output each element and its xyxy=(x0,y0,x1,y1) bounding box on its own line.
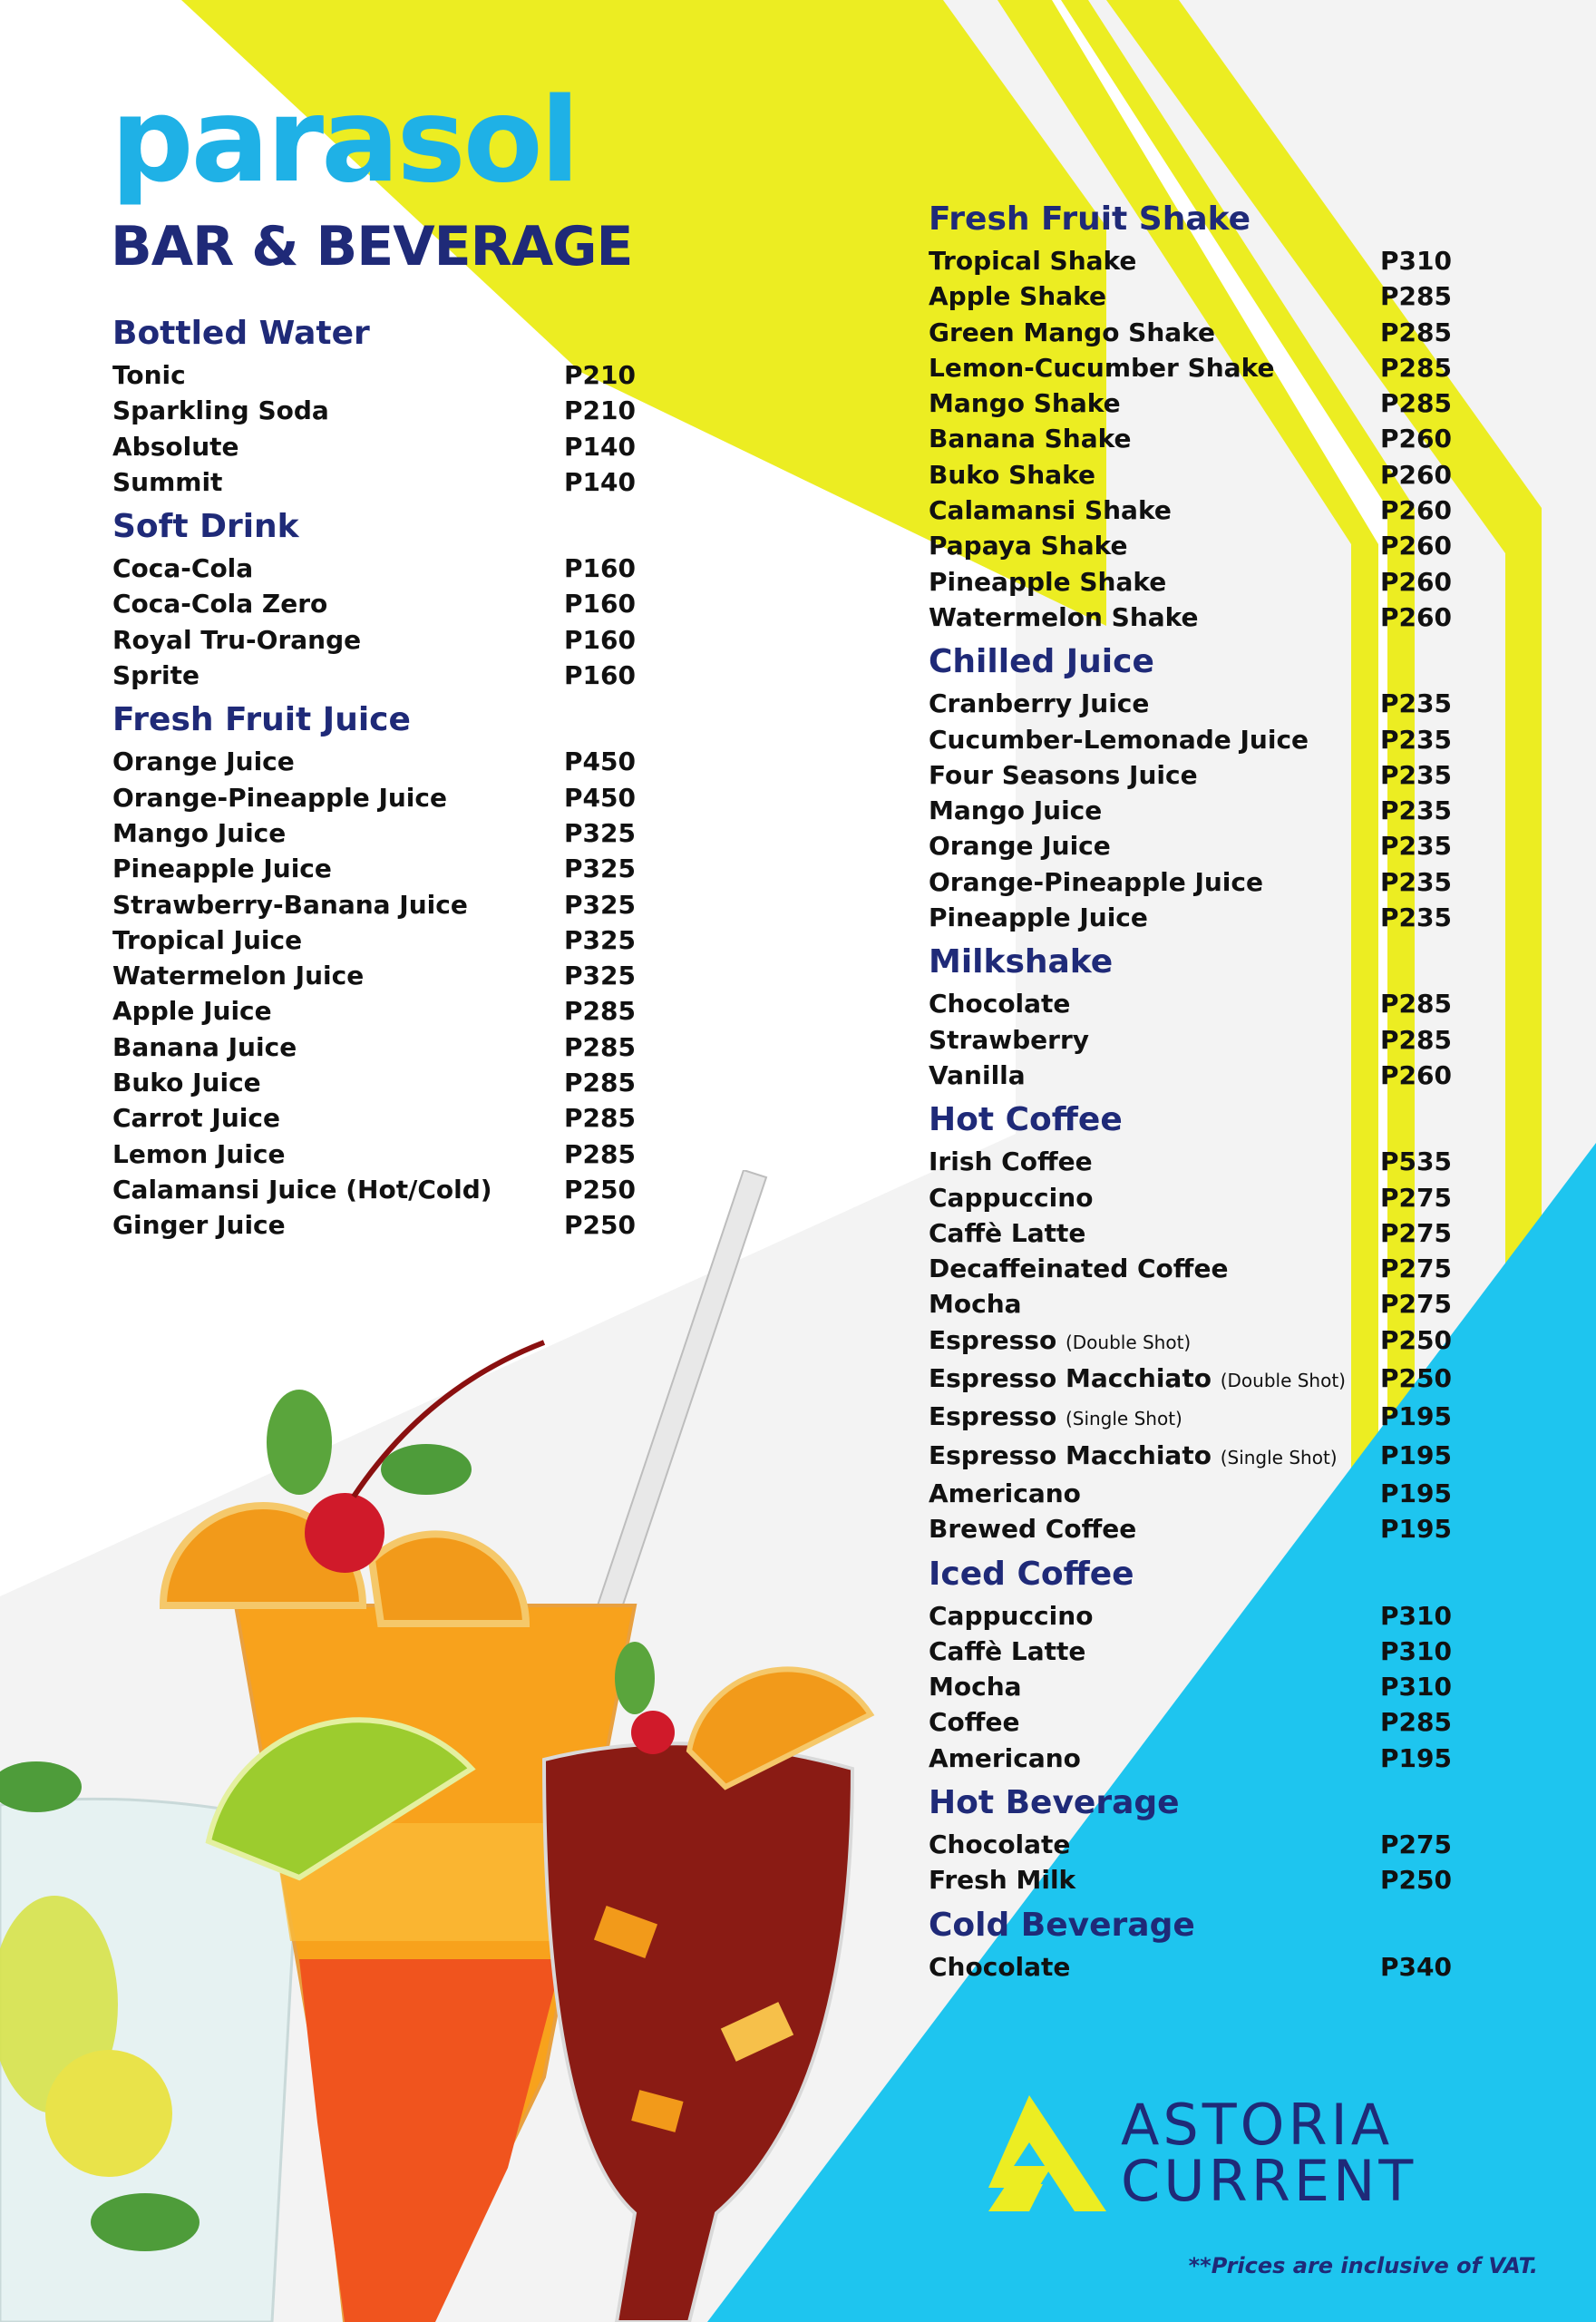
item-price: P260 xyxy=(1380,459,1452,490)
menu-section xyxy=(929,1098,1455,1546)
item-name: Pineapple Juice xyxy=(929,902,1148,933)
item-name-wrap xyxy=(112,1137,285,1172)
brand-block xyxy=(111,73,633,278)
item-price: P195 xyxy=(1380,1401,1452,1432)
menu-item xyxy=(112,1100,638,1136)
item-name-wrap xyxy=(112,780,447,815)
menu-item xyxy=(929,1741,1455,1776)
logo-line-2: CURRENT xyxy=(1121,2148,1417,2214)
item-name: Decaffeinated Coffee xyxy=(929,1254,1229,1284)
item-name-wrap xyxy=(929,385,1121,421)
menu-item xyxy=(929,793,1455,828)
menu-item xyxy=(112,1065,638,1100)
item-name: Calamansi Shake xyxy=(929,495,1172,526)
menu-item xyxy=(929,1827,1455,1862)
menu-item xyxy=(112,586,638,621)
menu-item xyxy=(929,278,1455,314)
item-name-wrap xyxy=(929,1741,1081,1776)
item-name-wrap xyxy=(112,429,239,464)
menu-item xyxy=(929,1144,1455,1179)
item-price: P275 xyxy=(1380,1182,1452,1213)
menu-item xyxy=(929,385,1455,421)
menu-item xyxy=(929,1669,1455,1704)
menu-item xyxy=(112,815,638,851)
menu-item xyxy=(929,600,1455,635)
item-name-wrap xyxy=(929,722,1309,757)
item-price: P450 xyxy=(564,746,636,777)
item-price: P160 xyxy=(564,624,636,655)
menu-item xyxy=(929,564,1455,600)
section-title: Chilled Juice xyxy=(929,643,1154,681)
menu-section xyxy=(929,1781,1455,1898)
menu-item xyxy=(929,864,1455,900)
menu-item xyxy=(929,986,1455,1021)
drinks-illustration xyxy=(0,1170,907,2322)
menu-item xyxy=(929,315,1455,350)
menu-item xyxy=(112,922,638,958)
item-name: Summit xyxy=(112,466,223,497)
item-price: P235 xyxy=(1380,866,1452,897)
menu-item xyxy=(929,243,1455,278)
item-price: P275 xyxy=(1380,1829,1452,1859)
item-name: Espresso Macchiato xyxy=(929,1439,1212,1470)
item-name: Chocolate xyxy=(929,1951,1071,1982)
item-price: P285 xyxy=(564,1138,636,1169)
item-name-wrap xyxy=(112,551,253,586)
item-name-wrap xyxy=(112,887,468,922)
item-name: Espresso xyxy=(929,1324,1057,1355)
item-name-wrap xyxy=(929,793,1102,828)
item-price: P450 xyxy=(564,782,636,813)
item-price: P325 xyxy=(564,817,636,848)
item-price: P310 xyxy=(1380,1600,1452,1631)
item-name: Cappuccino xyxy=(929,1600,1094,1631)
item-name-wrap xyxy=(929,1361,1346,1399)
item-name-wrap xyxy=(929,828,1111,863)
item-name: Irish Coffee xyxy=(929,1146,1093,1177)
menu-item xyxy=(112,744,638,779)
item-name-wrap xyxy=(929,1438,1338,1476)
menu-item xyxy=(929,1598,1455,1634)
menu-item xyxy=(929,1704,1455,1740)
item-price: P250 xyxy=(564,1210,636,1241)
item-name: Sparkling Soda xyxy=(112,395,329,426)
item-name-wrap xyxy=(929,1144,1093,1179)
item-name: Tropical Shake xyxy=(929,246,1137,276)
item-name: Buko Juice xyxy=(112,1068,261,1098)
item-name: Mocha xyxy=(929,1289,1022,1320)
menu-section xyxy=(929,640,1455,935)
menu-item xyxy=(929,1180,1455,1215)
item-name-wrap xyxy=(929,1634,1085,1669)
item-name-wrap xyxy=(112,958,364,993)
item-price: P340 xyxy=(1380,1951,1452,1982)
item-name: Coca-Cola Zero xyxy=(112,589,328,620)
item-price: P250 xyxy=(1380,1363,1452,1394)
item-price: P285 xyxy=(1380,317,1452,347)
menu-item xyxy=(929,421,1455,456)
item-name-wrap xyxy=(929,457,1095,493)
menu-item xyxy=(929,1634,1455,1669)
menu-item xyxy=(929,828,1455,863)
item-name: Chocolate xyxy=(929,989,1071,1020)
item-name-wrap xyxy=(929,421,1132,456)
menu-item xyxy=(929,1438,1455,1476)
menu-item xyxy=(929,528,1455,563)
logo-text xyxy=(1121,2092,1417,2214)
item-name: Orange Juice xyxy=(112,746,295,777)
item-name: Sprite xyxy=(112,660,200,691)
item-name: Vanilla xyxy=(929,1059,1026,1090)
item-name: Green Mango Shake xyxy=(929,317,1216,347)
item-name-wrap xyxy=(929,350,1274,385)
item-name: Calamansi Juice (Hot/Cold) xyxy=(112,1174,492,1205)
menu-section xyxy=(929,1904,1455,1985)
item-price: P140 xyxy=(564,431,636,462)
menu-item xyxy=(929,457,1455,493)
section-title: Fresh Fruit Shake xyxy=(929,200,1251,238)
item-name-wrap xyxy=(929,1476,1081,1511)
item-name-wrap xyxy=(112,851,332,886)
item-name: Strawberry xyxy=(929,1024,1090,1055)
menu-item xyxy=(929,1361,1455,1399)
item-price: P285 xyxy=(564,1103,636,1134)
menu-item xyxy=(112,357,638,393)
item-name-wrap xyxy=(929,1704,1019,1740)
item-name: Lemon Juice xyxy=(112,1138,286,1169)
item-price: P235 xyxy=(1380,831,1452,862)
menu-item xyxy=(112,1137,638,1172)
item-name: Apple Juice xyxy=(112,996,272,1027)
menu-item xyxy=(929,900,1455,935)
menu-item xyxy=(112,551,638,586)
section-title: Soft Drink xyxy=(112,508,299,546)
item-name: Watermelon Juice xyxy=(112,961,365,991)
menu-item xyxy=(112,887,638,922)
item-name: Lemon-Cucumber Shake xyxy=(929,352,1275,383)
item-name-wrap xyxy=(929,1827,1070,1862)
menu-item xyxy=(112,464,638,500)
section-title: Iced Coffee xyxy=(929,1555,1134,1593)
menu-item xyxy=(929,686,1455,721)
menu-column-right xyxy=(929,198,1455,1990)
item-name: Absolute xyxy=(112,431,239,462)
item-name: Pineapple Juice xyxy=(112,854,332,884)
menu-item xyxy=(112,851,638,886)
menu-item xyxy=(929,493,1455,528)
item-name-wrap xyxy=(929,493,1172,528)
section-title: Cold Beverage xyxy=(929,1906,1195,1944)
menu-item xyxy=(112,429,638,464)
item-name-wrap xyxy=(929,757,1198,793)
section-title: Hot Beverage xyxy=(929,1783,1180,1821)
item-name-wrap xyxy=(112,1065,261,1100)
item-price: P195 xyxy=(1380,1478,1452,1508)
item-price: P210 xyxy=(564,360,636,390)
item-name: Chocolate xyxy=(929,1829,1071,1859)
item-name: Four Seasons Juice xyxy=(929,759,1198,790)
item-name: Coffee xyxy=(929,1707,1020,1738)
item-price: P250 xyxy=(1380,1865,1452,1896)
item-price: P260 xyxy=(1380,424,1452,454)
item-price: P260 xyxy=(1380,1059,1452,1090)
item-note: (Double Shot) xyxy=(1220,1370,1346,1392)
menu-item xyxy=(929,1862,1455,1898)
menu-item xyxy=(929,1058,1455,1093)
menu-item xyxy=(112,1207,638,1243)
item-name-wrap xyxy=(929,900,1148,935)
item-price: P160 xyxy=(564,589,636,620)
item-name-wrap xyxy=(929,243,1136,278)
item-name: Mango Juice xyxy=(929,795,1103,826)
item-price: P285 xyxy=(564,996,636,1027)
menu-item xyxy=(929,1399,1455,1437)
logo-line-1: ASTORIA xyxy=(1121,2092,1394,2158)
menu-item xyxy=(929,1511,1455,1546)
item-name-wrap xyxy=(929,1598,1093,1634)
item-name-wrap xyxy=(929,315,1215,350)
item-price: P285 xyxy=(1380,352,1452,383)
item-note: (Single Shot) xyxy=(1220,1446,1338,1468)
item-name-wrap xyxy=(112,393,329,428)
item-price: P260 xyxy=(1380,566,1452,597)
item-note: (Double Shot) xyxy=(1065,1331,1192,1353)
item-name: Mango Shake xyxy=(929,388,1121,419)
item-price: P535 xyxy=(1380,1146,1452,1177)
item-price: P275 xyxy=(1380,1217,1452,1248)
item-name-wrap xyxy=(112,993,272,1029)
item-name-wrap xyxy=(112,357,186,393)
menu-item xyxy=(112,622,638,658)
item-name: Banana Juice xyxy=(112,1031,297,1062)
item-name: Orange Juice xyxy=(929,831,1111,862)
item-price: P275 xyxy=(1380,1289,1452,1320)
item-name-wrap xyxy=(112,586,327,621)
item-price: P310 xyxy=(1380,1635,1452,1666)
item-price: P195 xyxy=(1380,1514,1452,1545)
brand-subtitle: BAR & BEVERAGE xyxy=(111,215,633,278)
item-name-wrap xyxy=(929,1949,1070,1985)
item-price: P195 xyxy=(1380,1439,1452,1470)
item-name: Orange-Pineapple Juice xyxy=(929,866,1263,897)
menu-section xyxy=(929,1553,1455,1776)
item-name-wrap xyxy=(929,1215,1085,1251)
item-price: P250 xyxy=(1380,1324,1452,1355)
item-price: P260 xyxy=(1380,601,1452,632)
item-name: Caffè Latte xyxy=(929,1635,1086,1666)
item-name-wrap xyxy=(112,815,286,851)
menu-item xyxy=(112,780,638,815)
item-name: Royal Tru-Orange xyxy=(112,624,362,655)
item-price: P285 xyxy=(1380,388,1452,419)
item-name-wrap xyxy=(929,686,1149,721)
item-price: P210 xyxy=(564,395,636,426)
item-name: Ginger Juice xyxy=(112,1210,286,1241)
menu-section xyxy=(929,941,1455,1093)
item-name-wrap xyxy=(929,564,1166,600)
item-price: P235 xyxy=(1380,795,1452,826)
item-price: P325 xyxy=(564,889,636,920)
section-title: Milkshake xyxy=(929,943,1114,981)
astoria-current-logo xyxy=(988,2092,1417,2214)
item-name: Cucumber-Lemonade Juice xyxy=(929,724,1309,755)
item-price: P235 xyxy=(1380,724,1452,755)
menu-item xyxy=(112,993,638,1029)
menu-item xyxy=(112,958,638,993)
menu-item xyxy=(112,393,638,428)
item-name: Banana Shake xyxy=(929,424,1132,454)
item-price: P285 xyxy=(564,1031,636,1062)
item-price: P195 xyxy=(1380,1742,1452,1773)
item-name: Carrot Juice xyxy=(112,1103,280,1134)
menu-item xyxy=(112,1029,638,1065)
menu-item xyxy=(929,1476,1455,1511)
menu-item xyxy=(112,1172,638,1207)
brand-name: parasol xyxy=(111,73,578,209)
menu-section xyxy=(929,198,1455,635)
item-name: Pineapple Shake xyxy=(929,566,1167,597)
item-name-wrap xyxy=(929,1286,1022,1322)
item-name: Strawberry-Banana Juice xyxy=(112,889,468,920)
menu-item xyxy=(929,1286,1455,1322)
item-name: Apple Shake xyxy=(929,281,1106,312)
menu-item xyxy=(929,1251,1455,1286)
item-price: P285 xyxy=(1380,989,1452,1020)
item-name-wrap xyxy=(929,528,1128,563)
item-name: Cranberry Juice xyxy=(929,688,1150,719)
item-name: Tropical Juice xyxy=(112,924,303,955)
item-name-wrap xyxy=(112,622,361,658)
item-price: P140 xyxy=(564,466,636,497)
menu-item xyxy=(929,350,1455,385)
item-name: Americano xyxy=(929,1742,1081,1773)
item-name-wrap xyxy=(112,744,295,779)
menu-column-left xyxy=(112,312,638,1249)
item-name-wrap xyxy=(929,986,1070,1021)
item-name-wrap xyxy=(929,864,1263,900)
item-name-wrap xyxy=(929,1251,1228,1286)
item-name: Buko Shake xyxy=(929,459,1095,490)
section-title: Fresh Fruit Juice xyxy=(112,701,411,739)
item-name-wrap xyxy=(112,1100,280,1136)
menu-item xyxy=(929,757,1455,793)
item-name: Caffè Latte xyxy=(929,1217,1086,1248)
item-name: Coca-Cola xyxy=(112,553,254,584)
menu-item xyxy=(929,1949,1455,1985)
item-price: P285 xyxy=(564,1068,636,1098)
item-name-wrap xyxy=(112,1207,286,1243)
item-price: P160 xyxy=(564,553,636,584)
menu-item xyxy=(929,722,1455,757)
item-name: Watermelon Shake xyxy=(929,601,1199,632)
item-price: P260 xyxy=(1380,531,1452,561)
astoria-logo-icon xyxy=(988,2095,1106,2211)
section-title: Hot Coffee xyxy=(929,1101,1123,1139)
item-name-wrap xyxy=(929,1058,1026,1093)
item-price: P260 xyxy=(1380,495,1452,526)
menu-item xyxy=(929,1022,1455,1058)
item-name-wrap xyxy=(112,1172,492,1207)
item-name: Mocha xyxy=(929,1672,1022,1702)
item-price: P285 xyxy=(1380,281,1452,312)
menu-item xyxy=(112,658,638,693)
item-name: Tonic xyxy=(112,360,186,390)
item-name: Espresso Macchiato xyxy=(929,1363,1212,1394)
item-name: Fresh Milk xyxy=(929,1865,1076,1896)
item-price: P250 xyxy=(564,1174,636,1205)
item-name-wrap xyxy=(112,464,222,500)
vat-note: **Prices are inclusive of VAT. xyxy=(1188,2253,1538,2278)
item-price: P310 xyxy=(1380,1672,1452,1702)
item-name-wrap xyxy=(929,1022,1089,1058)
item-price: P325 xyxy=(564,961,636,991)
menu-section xyxy=(112,698,638,1243)
item-name-wrap xyxy=(929,1180,1093,1215)
item-name-wrap xyxy=(929,1399,1182,1437)
item-name: Brewed Coffee xyxy=(929,1514,1137,1545)
menu-section xyxy=(112,312,638,500)
item-price: P235 xyxy=(1380,688,1452,719)
item-name: Espresso xyxy=(929,1401,1057,1432)
menu-item xyxy=(929,1322,1455,1361)
item-name: Orange-Pineapple Juice xyxy=(112,782,447,813)
item-name-wrap xyxy=(112,1029,297,1065)
item-price: P275 xyxy=(1380,1254,1452,1284)
item-price: P235 xyxy=(1380,759,1452,790)
item-price: P325 xyxy=(564,854,636,884)
item-note: (Single Shot) xyxy=(1065,1408,1182,1430)
item-name-wrap xyxy=(929,278,1106,314)
item-name: Papaya Shake xyxy=(929,531,1128,561)
item-name-wrap xyxy=(929,1322,1191,1361)
item-price: P310 xyxy=(1380,246,1452,276)
item-name-wrap xyxy=(112,922,302,958)
item-name-wrap xyxy=(929,1862,1075,1898)
section-title: Bottled Water xyxy=(112,315,370,352)
menu-section xyxy=(112,505,638,693)
item-name-wrap xyxy=(929,600,1199,635)
menu-item xyxy=(929,1215,1455,1251)
item-name-wrap xyxy=(929,1511,1136,1546)
item-name: Americano xyxy=(929,1478,1081,1508)
item-name-wrap xyxy=(929,1669,1022,1704)
item-name: Mango Juice xyxy=(112,817,287,848)
item-name: Cappuccino xyxy=(929,1182,1094,1213)
item-price: P325 xyxy=(564,924,636,955)
item-price: P285 xyxy=(1380,1024,1452,1055)
item-price: P160 xyxy=(564,660,636,691)
item-name-wrap xyxy=(112,658,200,693)
item-price: P235 xyxy=(1380,902,1452,933)
item-price: P285 xyxy=(1380,1707,1452,1738)
